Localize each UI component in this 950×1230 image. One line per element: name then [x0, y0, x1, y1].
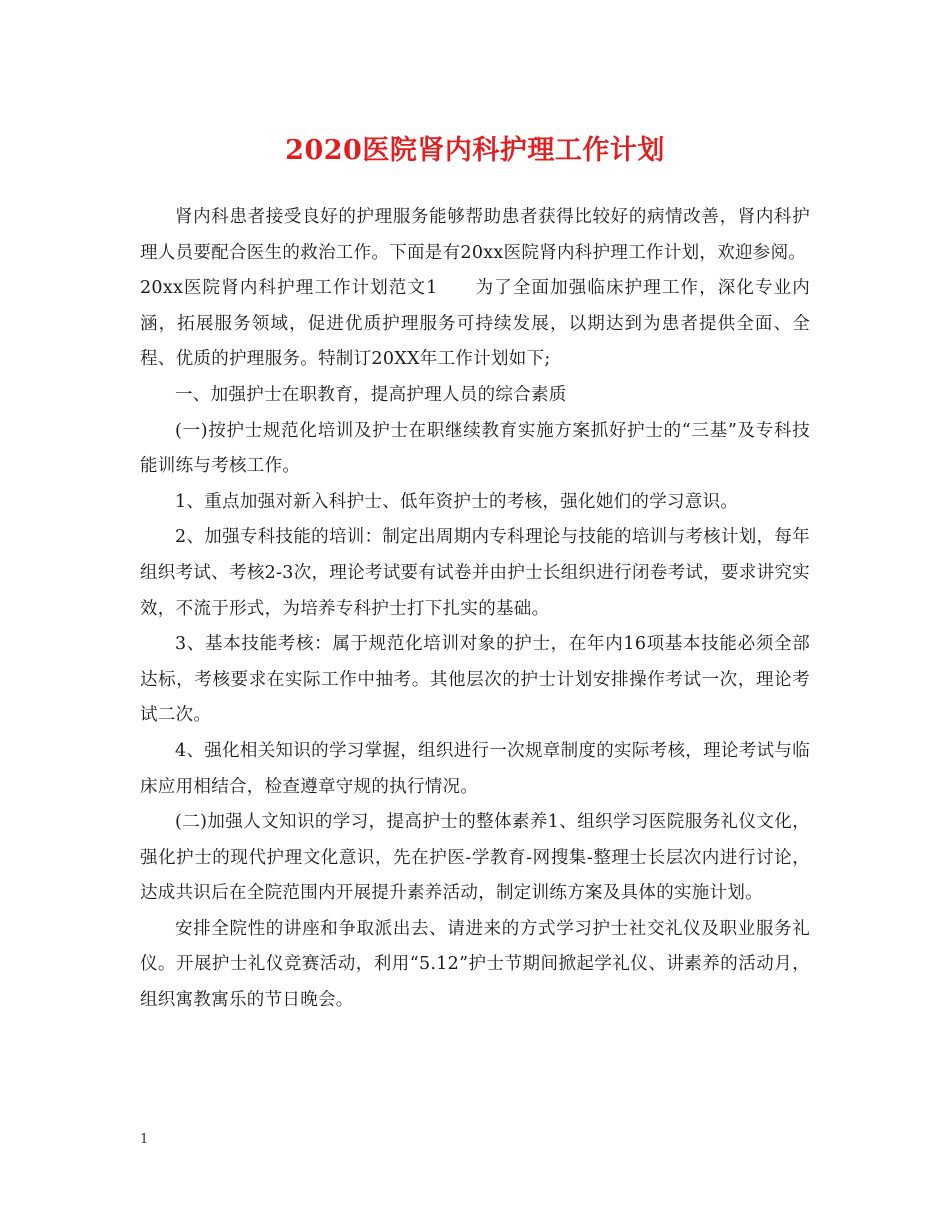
item-1-paragraph: 1、重点加强对新入科护士、低年资护士的考核，强化她们的学习意识。	[175, 491, 739, 512]
etiquette-paragraph: 安排全院性的讲座和争取派出去、请进来的方式学习护士社交礼仪及职业服务礼仪。开展护士礼仪竞赛活动，利用“5.12”护士节期间掀起学礼仪、讲素养的活动月，组织寓教寓乐的节日晚会。	[140, 918, 810, 1011]
item-3-paragraph: 3、基本技能考核：属于规范化培训对象的护士，在年内16项基本技能必须全部达标，考核要求在实际工作中抽考。其他层次的护士计划安排操作考试一次，理论考试二次。	[140, 634, 810, 726]
page-number: 1	[140, 1132, 149, 1147]
document-body	[140, 200, 810, 1019]
sample-heading-paragraph: 20xx医院肾内科护理工作计划范文1 为了全面加强临床护理工作，深化专业内涵，拓展服务领域，促进优质护理服务可持续发展，以期达到为患者提供全面、全程、优质的护理服务。特制订20XX年工作计划如下;	[140, 278, 810, 370]
section-heading-1: 一、加强护士在职教育，提高护理人员的综合素质	[175, 384, 567, 405]
item-4-paragraph: 4、强化相关知识的学习掌握，组织进行一次规章制度的实际考核，理论考试与临床应用相结合，检查遵章守规的执行情况。	[140, 740, 810, 797]
document-title: 2020医院肾内科护理工作计划	[285, 135, 665, 166]
item-2-paragraph: 2、加强专科技能的培训：制定出周期内专科理论与技能的培训与考核计划，每年组织考试、考核2-3次，理论考试要有试卷并由护士长组织进行闭卷考试，要求讲究实效，不流于形式，为培养专科护士打下扎实的基础。	[140, 527, 810, 619]
intro-paragraph: 肾内科患者接受良好的护理服务能够帮助患者获得比较好的病情改善，肾内科护理人员要配合医生的救治工作。下面是有20xx医院肾内科护理工作计划，欢迎参阅。	[140, 207, 810, 263]
subsection-1-paragraph: (一)按护士规范化培训及护士在职继续教育实施方案抓好护士的“三基”及专科技能训练与考核工作。	[140, 420, 810, 477]
subsection-2-paragraph: (二)加强人文知识的学习，提高护士的整体素养1、组织学习医院服务礼仪文化，强化护士的现代护理文化意识，先在护医-学教育-网搜集-整理士长层次内进行讨论，达成共识后在全院范围内开展提升素养活动，制定训练方案及具体的实施计划。	[140, 812, 810, 904]
